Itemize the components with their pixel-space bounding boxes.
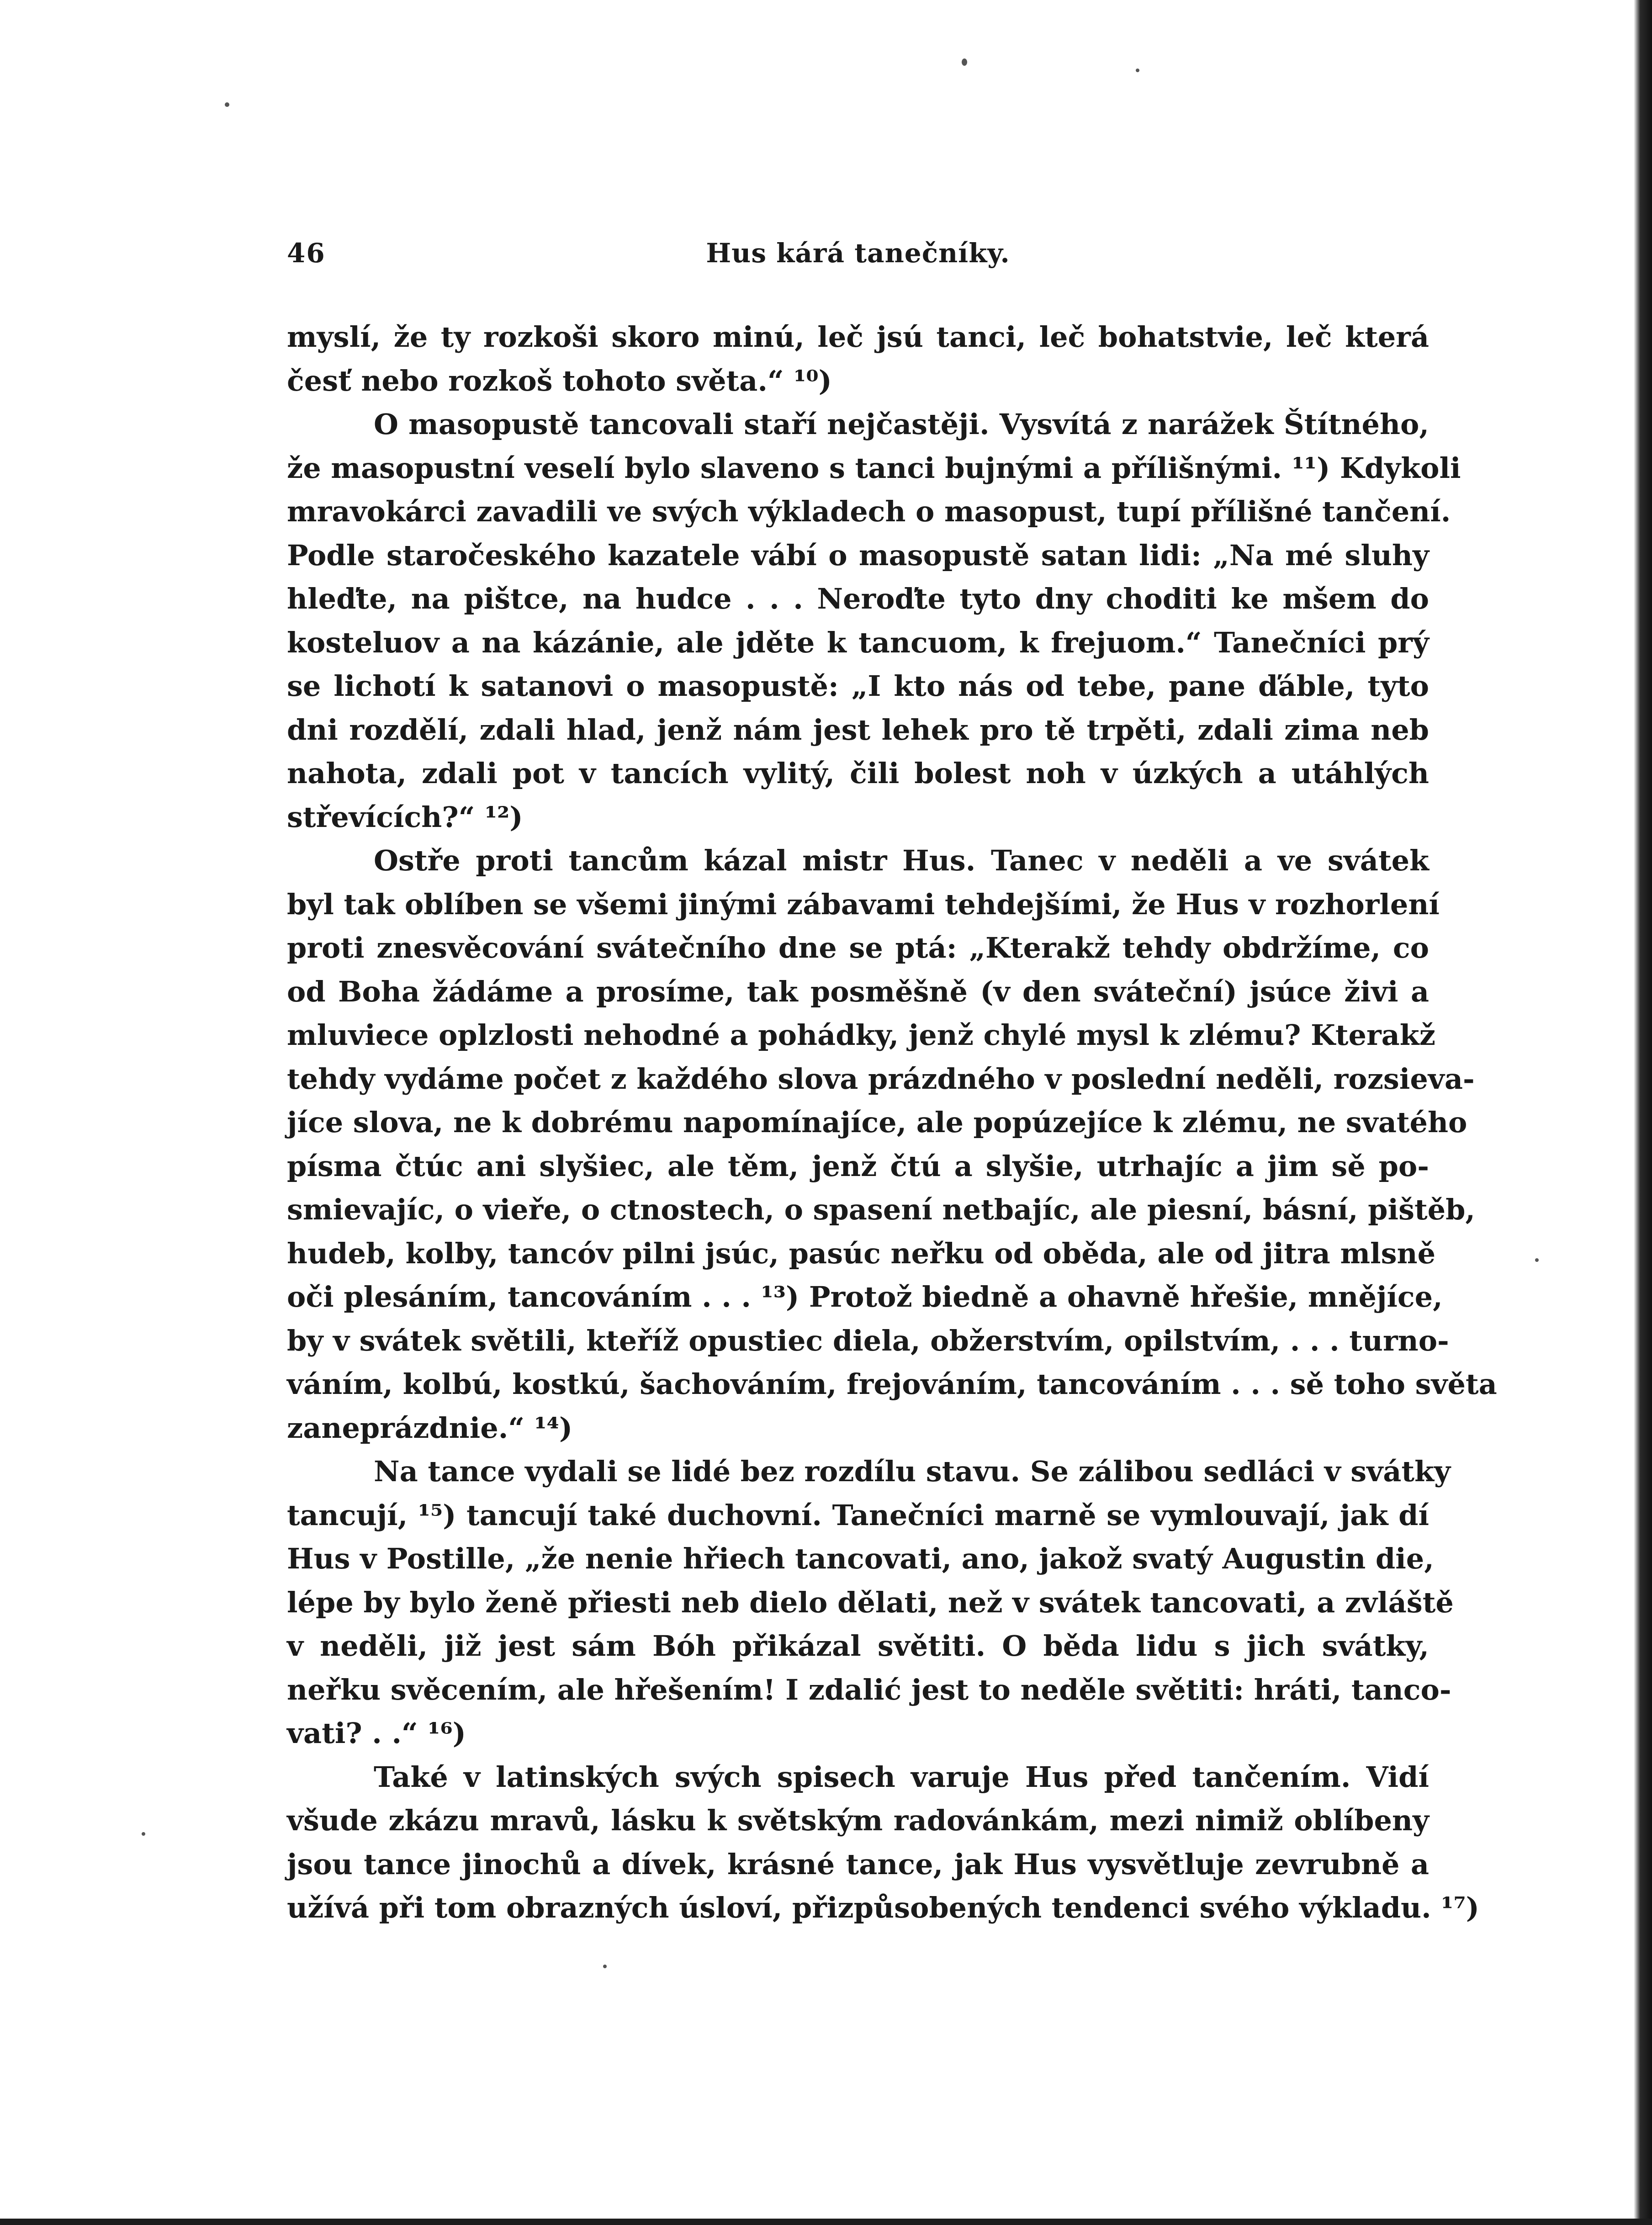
text-line: od Boha žádáme a prosíme, tak posměšně (v den sváteční) jsúce živi a: [287, 975, 1429, 1008]
text-line: hudeb, kolby, tancóv pilni jsúc, pasúc neřku od oběda, ale od jitra mlsně: [287, 1236, 1436, 1270]
text-line: se lichotí k satanovi o masopustě: „I kto nás od tebe, pane ďáble, tyto: [287, 669, 1429, 703]
text-line: proti znesvěcování svátečního dne se ptá: „Kterakž tehdy obdržíme, co: [287, 931, 1429, 964]
paragraph: [287, 839, 1497, 1450]
text-line: by v svátek světili, kteříž opustiec diela, obžerstvím, opilstvím, . . . turno-: [287, 1324, 1449, 1357]
text-line: střevících?“ ¹²): [287, 800, 523, 834]
text-line: Na tance vydali se lidé bez rozdílu stavu. Se zálibou sedláci v svátky: [374, 1455, 1451, 1488]
running-title: Hus kárá tanečníky.: [706, 238, 1010, 269]
scan-speck: [225, 102, 229, 107]
text-line: váním, kolbú, kostkú, šachováním, frejováním, tancováním . . . sě toho světa: [287, 1367, 1497, 1401]
body-text: [287, 315, 1497, 1930]
text-line: tancují, ¹⁵) tancují také duchovní. Tanečníci marně se vymlouvají, jak dí: [287, 1498, 1429, 1532]
running-head: [287, 238, 1429, 279]
scan-speck: [1136, 69, 1139, 72]
paragraph: [287, 315, 1429, 403]
text-line: kosteluov a na kázánie, ale jděte k tancuom, k frejuom.“ Tanečníci prý: [287, 625, 1429, 659]
text-line: mluviece oplzlosti nehodné a pohádky, jenž chylé mysl k zlému? Kterakž: [287, 1018, 1435, 1052]
scan-edge-right: [1634, 0, 1652, 2225]
text-line: lépe by bylo ženě přiesti neb dielo dělati, než v svátek tancovati, a zvláště: [287, 1585, 1454, 1619]
paragraph: [287, 1755, 1479, 1930]
text-line: neřku svěcením, ale hřešením! I zdalić jest to neděle světiti: hráti, tanco-: [287, 1673, 1451, 1706]
text-line: vati? . .“ ¹⁶): [287, 1716, 466, 1750]
text-line: nahota, zdali pot v tancích vylitý, čili bolest noh v úzkých a utáhlých: [287, 757, 1429, 790]
text-line: Také v latinských svých spisech varuje Hus před tančením. Vidí: [374, 1760, 1429, 1794]
text-line: zaneprázdnie.“ ¹⁴): [287, 1411, 573, 1445]
text-line: oči plesáním, tancováním . . . ¹³) Protož biedně a ohavně hřešie, mnějíce,: [287, 1280, 1443, 1314]
scan-speck: [962, 58, 967, 66]
text-line: hleďte, na pištce, na hudce . . . Neroďte tyto dny choditi ke mšem do: [287, 582, 1429, 615]
paragraph: [287, 403, 1461, 839]
scan-speck: [142, 1832, 145, 1836]
scan-speck: [603, 1965, 607, 1968]
text-line: mravokárci zavadili ve svých výkladech o masopust, tupí přílišné tančení.: [287, 495, 1451, 528]
scan-speck: [1535, 1258, 1539, 1262]
text-line: jsou tance jinochů a dívek, krásné tance, jak Hus vysvětluje zevrubně a: [287, 1847, 1429, 1881]
text-line: v neděli, již jest sám Bóh přikázal světiti. O běda lidu s jich svátky,: [287, 1629, 1429, 1663]
text-line: Hus v Postille, „že nenie hřiech tancovati, ano, jakož svatý Augustin die,: [287, 1542, 1434, 1575]
text-line: užívá při tom obrazných úsloví, přizpůsobených tendenci svého výkladu. ¹⁷): [287, 1891, 1479, 1924]
text-line: dni rozdělí, zdali hlad, jenž nám jest lehek pro tě trpěti, zdali zima neb: [287, 713, 1429, 747]
text-line: všude zkázu mravů, lásku k světským radovánkám, mezi nimiž oblíbeny: [287, 1804, 1429, 1837]
scan-edge-bottom: [0, 2219, 1652, 2225]
text-line: O masopustě tancovali staří nejčastěji. Vysvítá z narážek Štítného,: [374, 408, 1429, 441]
text-line: jíce slova, ne k dobrému napomínajíce, ale popúzejíce k zlému, ne svatého: [287, 1106, 1467, 1139]
text-line: smievajíc, o vieře, o ctnostech, o spasení netbajíc, ale piesní, básní, pištěb,: [287, 1193, 1476, 1226]
paragraph: [287, 1450, 1454, 1755]
text-line: česť nebo rozkoš tohoto světa.“ ¹⁰): [287, 364, 832, 397]
text-line: písma čtúc ani slyšiec, ale těm, jenž čtú a slyšie, utrhajíc a jim sě po-: [287, 1149, 1429, 1183]
text-line: byl tak oblíben se všemi jinými zábavami tehdejšími, že Hus v rozhorlení: [287, 887, 1440, 921]
text-line: Ostře proti tancům kázal mistr Hus. Tanec v neděli a ve svátek: [374, 844, 1429, 877]
text-line: myslí, že ty rozkoši skoro minú, leč jsú tanci, leč bohatstvie, leč která: [287, 320, 1429, 354]
text-line: že masopustní veselí bylo slaveno s tanci bujnými a přílišnými. ¹¹) Kdykoli: [287, 451, 1461, 485]
text-line: tehdy vydáme počet z každého slova prázdného v poslední neděli, rozsieva-: [287, 1062, 1475, 1096]
page-number: 46: [287, 238, 326, 269]
text-line: Podle staročeského kazatele vábí o masopustě satan lidi: „Na mé sluhy: [287, 538, 1429, 572]
